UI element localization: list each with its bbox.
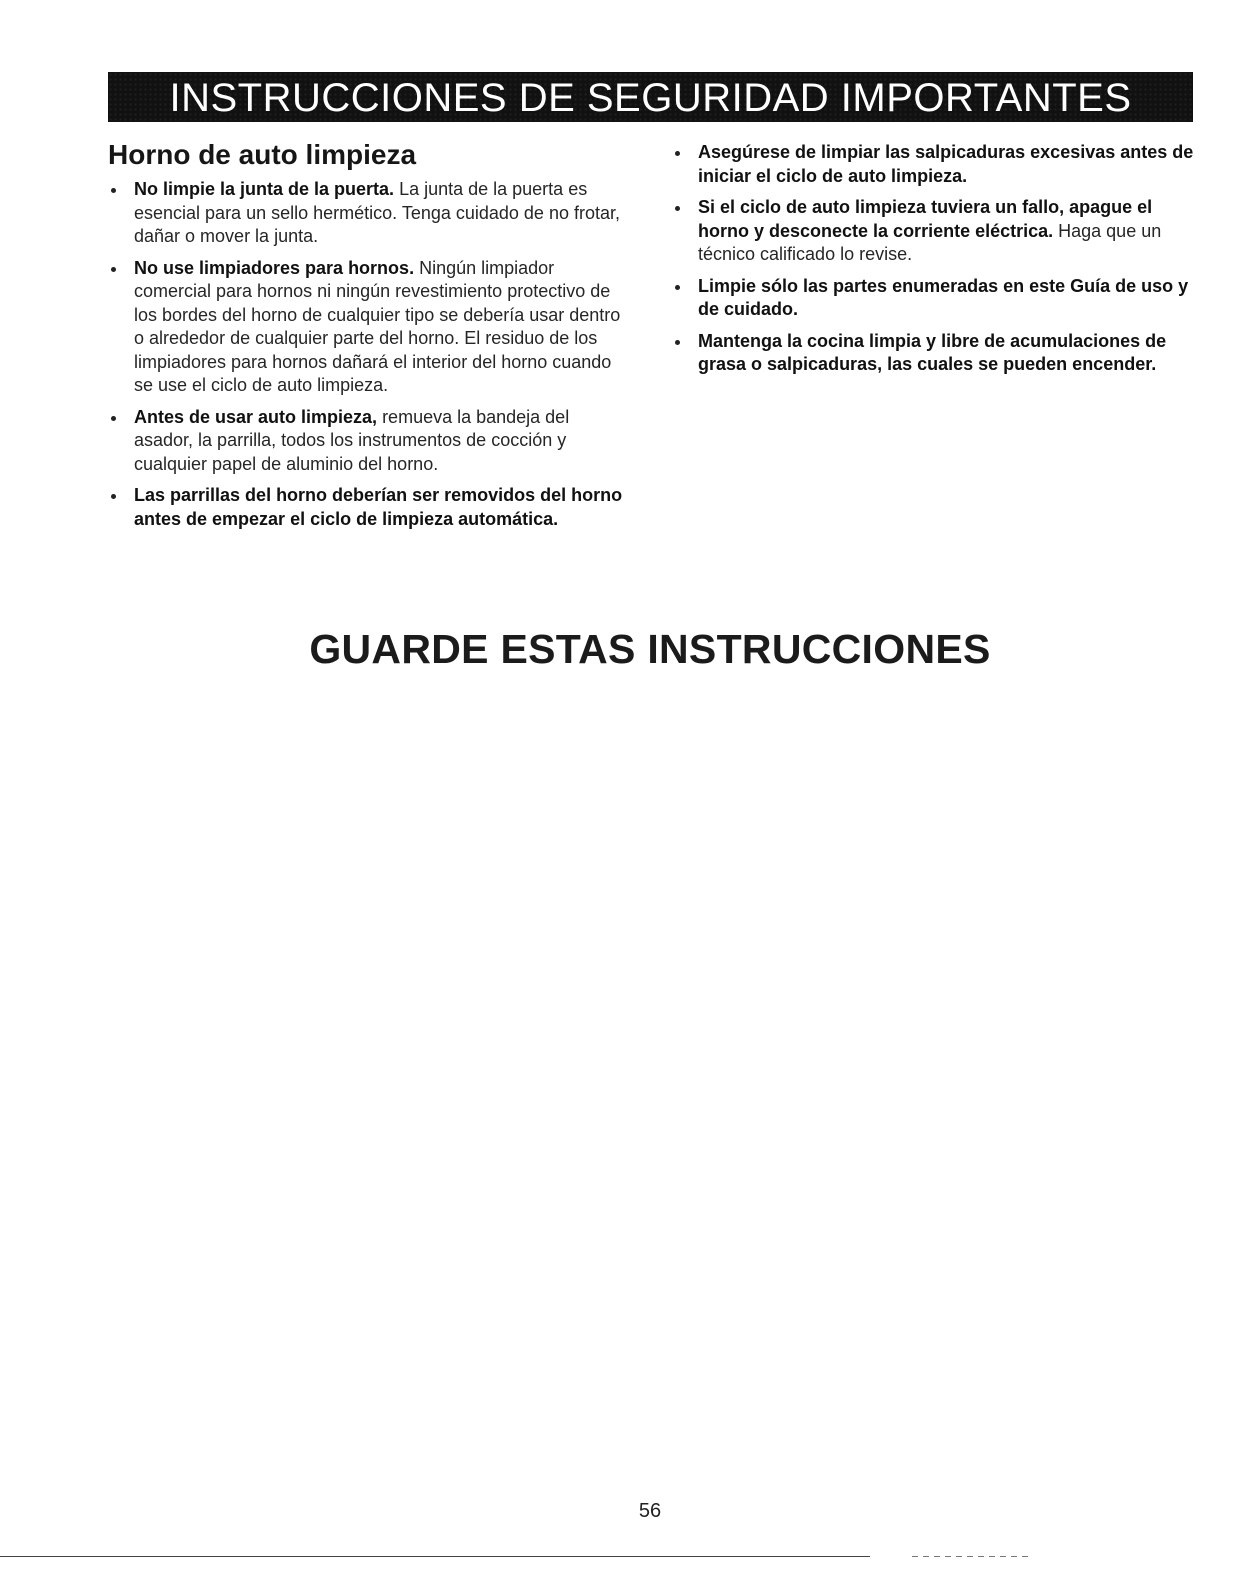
item-text: La junta de la puerta es esencial para un sello hermético. Tenga cuidado de no frotar, dañar o mover la junta.: [134, 179, 620, 246]
item-bold-text: Las parrillas del horno deberían ser removidos del horno antes de empezar el ciclo de limpieza automática.: [134, 485, 623, 529]
bullet-icon: [111, 188, 116, 193]
left-column: [108, 138, 628, 539]
item-bold-text: Limpie sólo las partes enumeradas en este Guía de uso y de cuidado.: [698, 275, 1189, 319]
list-item: [108, 406, 628, 477]
bottom-divider: [0, 1556, 870, 1557]
bullet-icon: [111, 267, 116, 272]
left-bullet-list: [108, 178, 628, 531]
bullet-icon: [111, 416, 116, 421]
bottom-dashed-divider: [912, 1556, 1032, 1557]
item-bold-text: No limpie la junta de la puerta.: [134, 179, 395, 199]
item-bold-text: Mantenga la cocina limpia y libre de acumulaciones de grasa o salpicaduras, las cuales se pueden encender.: [698, 330, 1167, 374]
banner-title: INSTRUCCIONES DE SEGURIDAD IMPORTANTES: [169, 75, 1132, 120]
safety-banner: [108, 72, 1193, 122]
right-bullet-list: [672, 141, 1197, 377]
item-bold-text: Antes de usar auto limpieza,: [134, 406, 378, 427]
right-column: [672, 141, 1197, 385]
list-item: [672, 275, 1197, 322]
bullet-icon: [675, 285, 680, 290]
list-item: [108, 257, 628, 398]
item-bold-text: Asegúrese de limpiar las salpicaduras excesivas antes de iniciar el ciclo de auto limpieza.: [698, 142, 1194, 186]
item-text: remueva la bandeja del asador, la parrilla, todos los instrumentos de cocción y cualquier papel de aluminio del horno.: [134, 406, 570, 474]
list-item: [672, 330, 1197, 377]
section-heading: Horno de auto limpieza: [108, 139, 417, 170]
closing-heading: GUARDE ESTAS INSTRUCCIONES: [309, 626, 991, 672]
bullet-icon: [111, 494, 116, 499]
list-item: [108, 484, 628, 531]
list-item: [672, 196, 1197, 267]
item-bold-text: Si el ciclo de auto limpieza tuviera un fallo, apague el horno y desconecte la corriente eléctrica.: [698, 197, 1153, 241]
page-number: 56: [638, 1500, 662, 1522]
list-item: [108, 178, 628, 249]
bullet-icon: [675, 340, 680, 345]
item-text: Haga que un técnico calificado lo revise.: [698, 220, 1162, 264]
item-bold-text: No use limpiadores para hornos.: [134, 257, 415, 278]
bullet-icon: [675, 151, 680, 156]
list-item: [672, 141, 1197, 188]
bullet-icon: [675, 206, 680, 211]
item-text: Ningún limpiador comercial para hornos ni ningún revestimiento protectivo de los bordes del horno de cualquier tipo se debería usar dentro o alrededor de cualquier parte del horno. El residuo de los limpiadores para hornos dañará el interior del horno cuando se use el ciclo de auto limpieza.: [134, 257, 621, 395]
